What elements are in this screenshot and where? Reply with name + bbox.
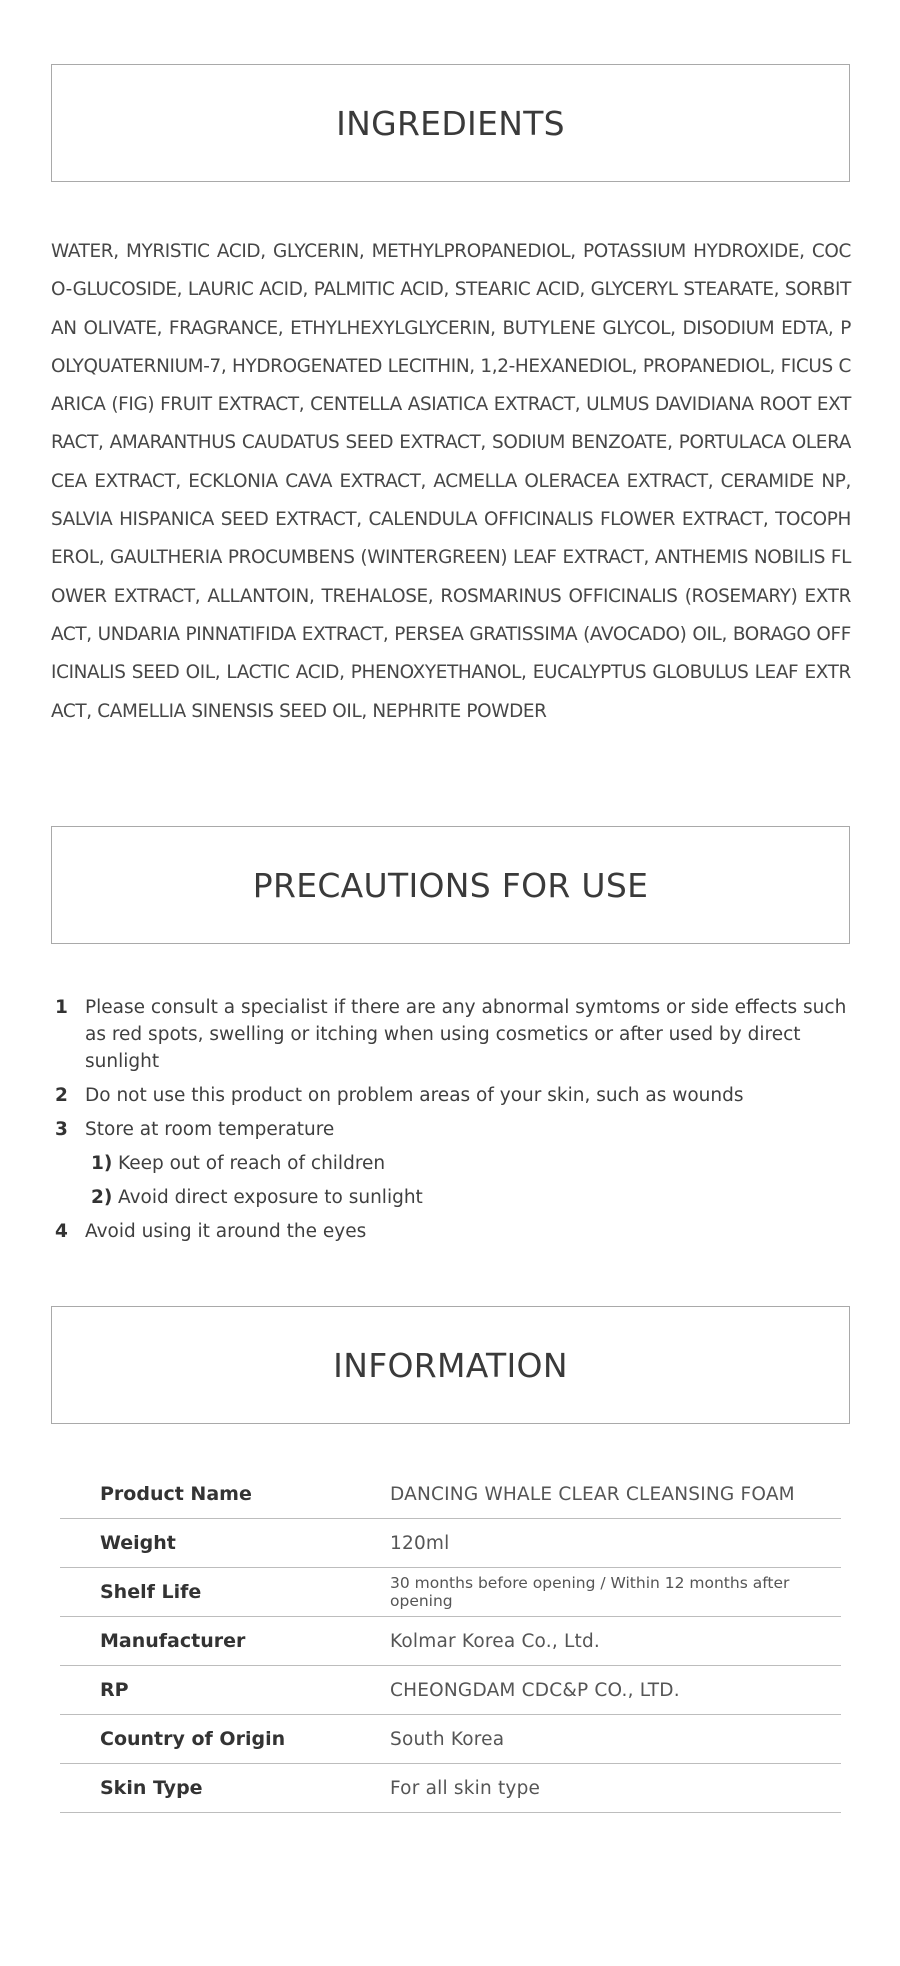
info-label-rp: RP [60, 1666, 390, 1715]
info-value-weight: 120ml [390, 1519, 841, 1568]
precaution-number: 2 [55, 1085, 68, 1106]
precaution-text: Do not use this product on problem areas of your skin, such as wounds [85, 1085, 744, 1106]
ingredients-list: WATER, MYRISTIC ACID, GLYCERIN, METHYLPROPANEDIOL, POTASSIUM HYDROXIDE, COCO-GLUCOSIDE, LAURIC ACID, PALMITIC ACID, STEARIC ACID, GLYCERYL STEARATE, SORBITAN OLIVATE, FRAGRANCE, ETHYLHEXYLGLYCERIN, BUTYLENE GLYCOL, DISODIUM EDTA, POLYQUATERNIUM-7, HYDROGENATED LECITHIN, 1,2-HEXANEDIOL, PROPANEDIOL, FICUS CARICA (FIG) FRUIT EXTRACT, CENTELLA ASIATICA EXTRACT, ULMUS DAVIDIANA ROOT EXTRACT, AMARANTHUS CAUDATUS SEED EXTRACT, SODIUM BENZOATE, PORTULACA OLERACEA EXTRACT, ECKLONIA CAVA EXTRACT, ACMELLA OLERACEA EXTRACT, CERAMIDE NP, SALVIA HISPANICA SEED EXTRACT, CALENDULA OFFICINALIS FLOWER EXTRACT, TOCOPHEROL, GAULTHERIA PROCUMBENS (WINTERGREEN) LEAF EXTRACT, ANTHEMIS NOBILIS FLOWER EXTRACT, ALLANTOIN, TREHALOSE, ROSMARINUS OFFICINALIS (ROSEMARY) EXTRACT, UNDARIA PINNATIFIDA EXTRACT, PERSEA GRATISSIMA (AVOCADO) OIL, BORAGO OFFICINALIS SEED OIL, LACTIC ACID, PHENOXYETHANOL, EUCALYPTUS GLOBULUS LEAF EXTRACT, CAMELLIA SINENSIS SEED OIL, NEPHRITE POWDER [51, 241, 851, 722]
information-title: INFORMATION [333, 1345, 568, 1385]
precaution-text: Avoid direct exposure to sunlight [118, 1187, 423, 1208]
ingredients-header-box [51, 64, 850, 182]
precaution-subitem [52, 1150, 852, 1177]
table-row [60, 1568, 841, 1617]
precaution-subnumber: 2) [91, 1187, 113, 1208]
precaution-text: Please consult a specialist if there are any abnormal symtoms or side effects such as red spots, swelling or itching when using cosmetics or after used by direct sunlight [85, 997, 847, 1072]
precaution-subitem [52, 1184, 852, 1211]
info-value-product-name: DANCING WHALE CLEAR CLEANSING FOAM [390, 1470, 841, 1519]
precaution-item [52, 1116, 852, 1143]
information-header-box [51, 1306, 850, 1424]
information-table [60, 1470, 841, 1813]
precaution-item [52, 1082, 852, 1109]
precautions-title: PRECAUTIONS FOR USE [252, 865, 649, 905]
info-label-country-of-origin: Country of Origin [60, 1715, 390, 1764]
precaution-number: 3 [55, 1119, 68, 1140]
table-row [60, 1715, 841, 1764]
table-row [60, 1617, 841, 1666]
info-value-country-of-origin: South Korea [390, 1715, 841, 1764]
info-label-shelf-life: Shelf Life [60, 1568, 390, 1617]
info-label-product-name: Product Name [60, 1470, 390, 1519]
precaution-item [52, 1218, 852, 1245]
table-row [60, 1764, 841, 1813]
info-value-skin-type: For all skin type [390, 1764, 841, 1813]
precaution-item [52, 994, 852, 1075]
precautions-header-box [51, 826, 850, 944]
precaution-text: Store at room temperature [85, 1119, 335, 1140]
info-value-rp: CHEONGDAM CDC&P CO., LTD. [390, 1666, 841, 1715]
table-row [60, 1666, 841, 1715]
precaution-number: 1 [55, 997, 68, 1018]
ingredients-title: INGREDIENTS [336, 103, 565, 143]
precaution-subnumber: 1) [91, 1153, 113, 1174]
table-row [60, 1470, 841, 1519]
info-label-skin-type: Skin Type [60, 1764, 390, 1813]
info-value-shelf-life: 30 months before opening / Within 12 months after opening [390, 1568, 841, 1617]
table-row [60, 1519, 841, 1568]
precaution-text: Avoid using it around the eyes [85, 1221, 367, 1242]
info-label-manufacturer: Manufacturer [60, 1617, 390, 1666]
precaution-number: 4 [55, 1221, 68, 1242]
info-label-weight: Weight [60, 1519, 390, 1568]
precaution-text: Keep out of reach of children [118, 1153, 386, 1174]
precautions-list [52, 994, 852, 1252]
info-value-manufacturer: Kolmar Korea Co., Ltd. [390, 1617, 841, 1666]
